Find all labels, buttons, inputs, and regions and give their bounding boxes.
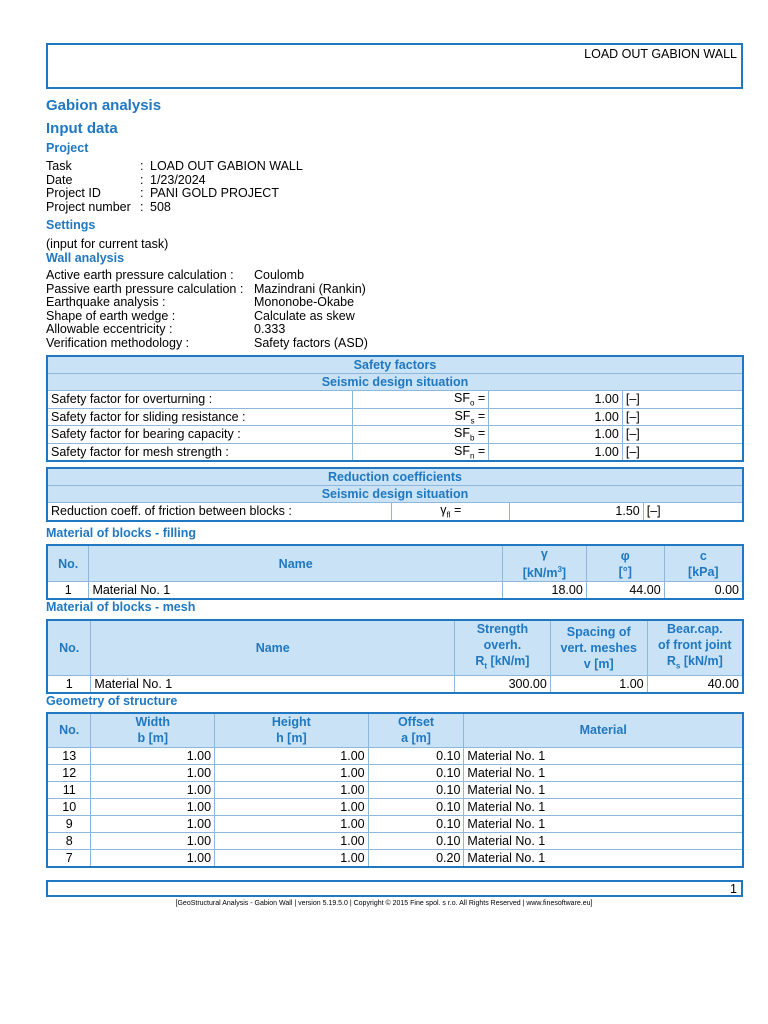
geometry-cell-b: 1.00 xyxy=(91,815,215,832)
page-header-box xyxy=(46,43,743,89)
header-title: LOAD OUT GABION WALL xyxy=(584,47,737,61)
project-row xyxy=(46,187,303,201)
geometry-cell-m: Material No. 1 xyxy=(464,747,743,764)
safety-row xyxy=(47,408,743,426)
col-c: c [kPa] xyxy=(664,545,743,582)
geometry-cell-m: Material No. 1 xyxy=(464,798,743,815)
reduction-subtitle: Seismic design situation xyxy=(47,486,743,503)
project-value: 508 xyxy=(150,199,171,214)
geometry-cell-a: 0.20 xyxy=(368,849,464,867)
safety-title: Safety factors xyxy=(47,356,743,374)
col-name: Name xyxy=(89,545,503,582)
reduction-value: 1.50 xyxy=(510,503,644,521)
geometry-cell-m: Material No. 1 xyxy=(464,764,743,781)
project-value: LOAD OUT GABION WALL xyxy=(150,159,303,173)
safety-row xyxy=(47,443,743,461)
mesh-table xyxy=(46,619,744,694)
wall-value: Calculate as skew xyxy=(254,308,355,323)
geometry-cell-b: 1.00 xyxy=(91,747,215,764)
table-row xyxy=(47,815,743,832)
safety-value: 1.00 xyxy=(489,426,623,444)
geometry-cell-h: 1.00 xyxy=(215,764,369,781)
geometry-cell-b: 1.00 xyxy=(91,781,215,798)
geometry-cell-m: Material No. 1 xyxy=(464,832,743,849)
reduction-unit: [–] xyxy=(643,503,743,521)
mesh-heading: Material of blocks - mesh xyxy=(46,600,196,614)
geometry-cell-a: 0.10 xyxy=(368,781,464,798)
safety-unit: [–] xyxy=(622,426,743,444)
col-strength: Strength overh. $R_t$ [kN/m] xyxy=(455,620,551,675)
settings-note: (input for current task) xyxy=(46,237,169,251)
page-number-box xyxy=(46,880,743,897)
reduction-table xyxy=(46,467,744,522)
wall-key: Passive earth pressure calculation : xyxy=(46,281,244,296)
geometry-cell-b: 1.00 xyxy=(91,798,215,815)
separator: : xyxy=(140,186,144,200)
geometry-cell-h: 1.00 xyxy=(215,815,369,832)
project-key: Task xyxy=(46,159,72,173)
geometry-cell-a: 0.10 xyxy=(368,747,464,764)
wall-row xyxy=(46,310,368,324)
project-key: Project ID xyxy=(46,186,101,200)
geometry-cell-h: 1.00 xyxy=(215,781,369,798)
col-gamma: γ $[kN/m^3]$ xyxy=(502,545,586,582)
safety-symbol: $SF_o$ = xyxy=(352,391,489,409)
reduction-label: Reduction coeff. of friction between blocks : xyxy=(47,503,392,521)
project-value: 1/23/2024 xyxy=(150,172,206,187)
table-row xyxy=(47,747,743,764)
settings-heading: Settings xyxy=(46,218,96,232)
wall-row xyxy=(46,323,368,337)
wall-key: Allowable eccentricity : xyxy=(46,322,173,336)
safety-value: 1.00 xyxy=(489,408,623,426)
col-phi: φ [°] xyxy=(586,545,664,582)
geometry-cell-a: 0.10 xyxy=(368,815,464,832)
wall-value: Mononobe-Okabe xyxy=(254,295,355,309)
table-row xyxy=(47,849,743,867)
geometry-heading: Geometry of structure xyxy=(46,694,178,708)
wall-heading: Wall analysis xyxy=(46,251,125,265)
col-spacing: Spacing of vert. meshes v [m] xyxy=(550,620,647,675)
safety-symbol: $SF_b$ = xyxy=(352,426,489,444)
geometry-cell-a: 0.10 xyxy=(368,798,464,815)
project-heading: Project xyxy=(46,141,89,155)
wall-value: Mazindrani (Rankin) xyxy=(254,281,366,296)
col-bearing: Bear.cap. of front joint $R_s$ [kN/m] xyxy=(647,620,743,675)
safety-label: Safety factor for sliding resistance : xyxy=(47,408,352,426)
geometry-cell-h: 1.00 xyxy=(215,832,369,849)
geometry-cell-b: 1.00 xyxy=(91,764,215,781)
geometry-cell-h: 1.00 xyxy=(215,798,369,815)
wall-key: Earthquake analysis : xyxy=(46,295,166,309)
reduction-row xyxy=(47,503,743,521)
geometry-cell-h: 1.00 xyxy=(215,747,369,764)
filling-heading: Material of blocks - filling xyxy=(46,526,197,540)
project-key: Date xyxy=(46,172,73,187)
geometry-cell-no: 7 xyxy=(47,849,91,867)
table-row: 1 Material No. 1 300.00 1.00 40.00 xyxy=(47,675,743,693)
geometry-cell-no: 8 xyxy=(47,832,91,849)
safety-factors-table xyxy=(46,355,744,462)
col-name: Name xyxy=(91,620,455,675)
geometry-cell-b: 1.00 xyxy=(91,832,215,849)
wall-row xyxy=(46,269,368,283)
safety-row xyxy=(47,391,743,409)
project-list xyxy=(46,160,303,214)
wall-key: Shape of earth wedge : xyxy=(46,308,176,323)
geometry-cell-no: 11 xyxy=(47,781,91,798)
table-row xyxy=(47,832,743,849)
reduction-title: Reduction coefficients xyxy=(47,468,743,486)
safety-label: Safety factor for overturning : xyxy=(47,391,352,409)
page-number: 1 xyxy=(730,882,737,896)
wall-list xyxy=(46,269,368,350)
table-row xyxy=(47,781,743,798)
geometry-cell-m: Material No. 1 xyxy=(464,815,743,832)
col-offset: Offset a [m] xyxy=(368,713,464,747)
geometry-cell-b: 1.00 xyxy=(91,849,215,867)
safety-value: 1.00 xyxy=(489,391,623,409)
geometry-cell-no: 13 xyxy=(47,747,91,764)
col-width: Width b [m] xyxy=(91,713,215,747)
wall-key: Active earth pressure calculation : xyxy=(46,268,234,282)
wall-row xyxy=(46,283,368,297)
safety-subtitle: Seismic design situation xyxy=(47,374,743,391)
project-row xyxy=(46,160,303,174)
geometry-table xyxy=(46,712,744,868)
wall-key: Verification methodology : xyxy=(46,335,190,350)
safety-row xyxy=(47,426,743,444)
geometry-cell-no: 12 xyxy=(47,764,91,781)
wall-row xyxy=(46,337,368,351)
project-row xyxy=(46,201,303,215)
table-row xyxy=(47,764,743,781)
filling-table xyxy=(46,544,744,600)
geometry-cell-m: Material No. 1 xyxy=(464,849,743,867)
project-row xyxy=(46,174,303,188)
separator: : xyxy=(140,159,144,173)
safety-unit: [–] xyxy=(622,443,743,461)
safety-value: 1.00 xyxy=(489,443,623,461)
separator: : xyxy=(140,172,144,187)
project-value: PANI GOLD PROJECT xyxy=(150,186,279,200)
safety-unit: [–] xyxy=(622,408,743,426)
separator: : xyxy=(140,199,144,214)
table-row: 1 Material No. 1 18.00 44.00 0.00 xyxy=(47,582,743,600)
doc-title: Gabion analysis xyxy=(46,97,162,114)
table-row xyxy=(47,798,743,815)
wall-value: Coulomb xyxy=(254,268,305,282)
safety-unit: [–] xyxy=(622,391,743,409)
wall-value: 0.333 xyxy=(254,322,286,336)
col-material: Material xyxy=(464,713,743,747)
safety-symbol: $SF_n$ = xyxy=(352,443,489,461)
geometry-cell-no: 10 xyxy=(47,798,91,815)
geometry-cell-a: 0.10 xyxy=(368,832,464,849)
safety-symbol: $SF_s$ = xyxy=(352,408,489,426)
geometry-cell-h: 1.00 xyxy=(215,849,369,867)
col-no: No. xyxy=(47,545,89,582)
safety-label: Safety factor for mesh strength : xyxy=(47,443,352,461)
reduction-symbol: $\gamma_{fl}$ = xyxy=(392,503,510,521)
wall-value: Safety factors (ASD) xyxy=(254,335,368,350)
col-height: Height h [m] xyxy=(215,713,369,747)
project-key: Project number xyxy=(46,199,131,214)
col-no: No. xyxy=(47,713,91,747)
geometry-cell-no: 9 xyxy=(47,815,91,832)
safety-label: Safety factor for bearing capacity : xyxy=(47,426,352,444)
copyright-footer: [GeoStructural Analysis - Gabion Wall | version 5.19.5.0 | Copyright © 2015 Fine spol. s r.o. All Rights Reserved | www.finesoftware.eu] xyxy=(175,900,593,907)
doc-subtitle: Input data xyxy=(46,120,118,137)
geometry-cell-a: 0.10 xyxy=(368,764,464,781)
wall-row xyxy=(46,296,368,310)
col-no: No. xyxy=(47,620,91,675)
geometry-cell-m: Material No. 1 xyxy=(464,781,743,798)
